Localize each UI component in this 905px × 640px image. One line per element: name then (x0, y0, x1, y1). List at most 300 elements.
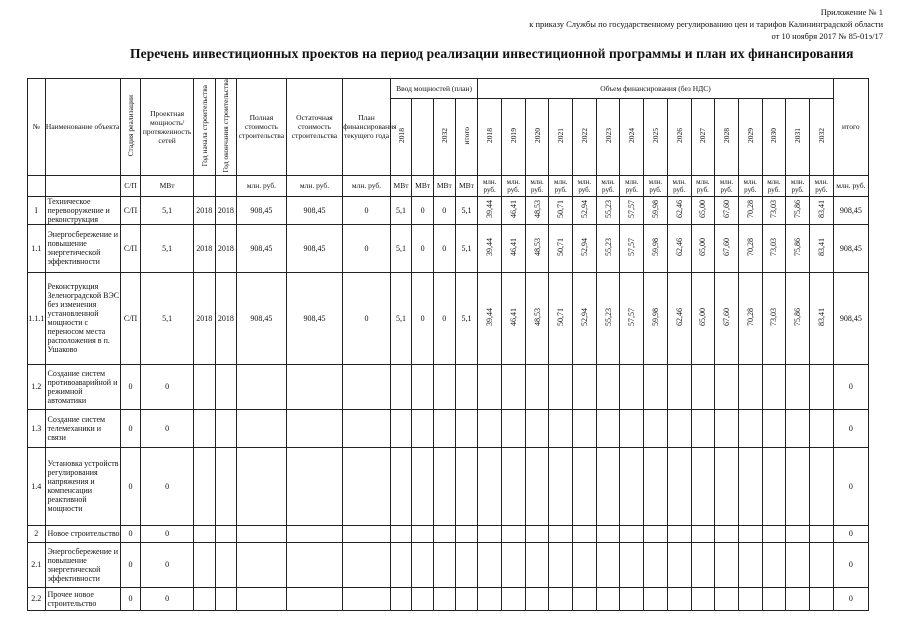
row-financing-value (667, 196, 691, 224)
row-financing-value-text: 57,57 (627, 200, 637, 218)
row-financing-value (715, 587, 739, 610)
row-number: 2 (28, 525, 46, 542)
row-financing-value-text: 39,44 (485, 238, 495, 256)
row-financing-value (596, 364, 620, 409)
row-capacity-input (455, 525, 478, 542)
row-financing-value (667, 525, 691, 542)
row-capacity: 0 (141, 447, 194, 525)
row-total: 0 (833, 409, 868, 447)
row-financing-value (644, 525, 668, 542)
row-name: Техническое перевооружение и реконструкция (45, 196, 120, 224)
row-name: Энергосбережение и повышение энергетической эффективности (45, 224, 120, 272)
row-residual-cost: 908,45 (286, 272, 343, 364)
row-financing-value (478, 447, 502, 525)
row-plan-fin (343, 525, 390, 542)
row-financing-value-text: 59,98 (650, 238, 660, 256)
row-financing-value-text: 73,03 (769, 238, 779, 256)
row-financing-value-text: 83,41 (816, 238, 826, 256)
row-financing-value (809, 525, 833, 542)
row-full-cost (237, 587, 286, 610)
row-financing-value (525, 224, 549, 272)
fin-year-header (786, 99, 810, 175)
row-financing-value (620, 447, 644, 525)
row-full-cost (237, 409, 286, 447)
row-capacity-input (412, 409, 434, 447)
unit-residual-cost: млн. руб. (286, 175, 343, 196)
unit-fin: млн. руб. (762, 175, 786, 196)
row-financing-value-text: 55,23 (603, 238, 613, 256)
row-year-start (193, 364, 215, 409)
row-financing-value (738, 224, 762, 272)
row-financing-value (478, 542, 502, 587)
row-capacity-input (390, 542, 412, 587)
row-financing-value (738, 272, 762, 364)
row-financing-value-text: 39,44 (485, 200, 495, 218)
row-financing-value-text: 50,71 (556, 200, 566, 218)
row-financing-value (691, 447, 715, 525)
row-year-start (193, 447, 215, 525)
row-financing-value (738, 525, 762, 542)
row-financing-value-text: 39,44 (485, 308, 495, 326)
row-financing-value-text: 46,41 (508, 238, 518, 256)
row-capacity-input (455, 364, 478, 409)
unit-stage: С/П (120, 175, 141, 196)
table-row (28, 587, 869, 610)
row-capacity-input (455, 587, 478, 610)
row-stage: 0 (120, 409, 141, 447)
row-capacity-input (412, 542, 434, 587)
cap-year-header-text: 2032 (439, 128, 449, 144)
row-financing-value (525, 542, 549, 587)
row-financing-value (691, 224, 715, 272)
row-financing-value (786, 542, 810, 587)
row-capacity-input (412, 364, 434, 409)
row-capacity-input: 5,1 (455, 224, 478, 272)
row-financing-value (573, 447, 597, 525)
row-capacity-input (433, 364, 455, 409)
investment-projects-table (27, 78, 869, 611)
cap-year-header-text: 2018 (396, 128, 406, 144)
unit-cell-empty (28, 175, 46, 196)
row-financing-value (738, 409, 762, 447)
unit-fin: млн. руб. (478, 175, 502, 196)
row-financing-value (549, 196, 573, 224)
fin-year-header-text: 2025 (650, 128, 660, 144)
col-capacity-input-header: Ввод мощностей (план) (390, 79, 478, 99)
fin-year-header (738, 99, 762, 175)
row-residual-cost (286, 364, 343, 409)
fin-year-header-text: 2026 (674, 128, 684, 144)
fin-year-header (502, 99, 526, 175)
unit-fin: млн. руб. (502, 175, 526, 196)
row-financing-value (620, 224, 644, 272)
row-financing-value (809, 542, 833, 587)
row-financing-value (620, 525, 644, 542)
unit-full-cost: млн. руб. (237, 175, 286, 196)
row-financing-value (549, 272, 573, 364)
row-financing-value-text: 67,60 (722, 238, 732, 256)
unit-cell-empty (215, 175, 237, 196)
row-plan-fin (343, 409, 390, 447)
row-residual-cost (286, 409, 343, 447)
row-financing-value (762, 364, 786, 409)
fin-year-header (715, 99, 739, 175)
row-year-end (215, 409, 237, 447)
row-financing-value (620, 587, 644, 610)
row-financing-value (502, 587, 526, 610)
row-financing-value-text: 55,23 (603, 200, 613, 218)
row-financing-value-text: 70,28 (745, 200, 755, 218)
row-financing-value (549, 587, 573, 610)
unit-mw: МВт (455, 175, 478, 196)
row-financing-value-text: 62,46 (674, 238, 684, 256)
row-financing-value (502, 542, 526, 587)
row-financing-value (644, 409, 668, 447)
row-financing-value (502, 447, 526, 525)
row-total: 908,45 (833, 272, 868, 364)
row-financing-value (644, 587, 668, 610)
row-financing-value (715, 196, 739, 224)
fin-year-header-text: 2024 (627, 128, 637, 144)
row-stage: С/П (120, 224, 141, 272)
row-financing-value-text: 48,53 (532, 308, 542, 326)
row-year-start: 2018 (193, 196, 215, 224)
row-financing-value (762, 272, 786, 364)
row-financing-value (620, 364, 644, 409)
row-name: Энергосбережение и повышение энергетической эффективности (45, 542, 120, 587)
row-year-start: 2018 (193, 224, 215, 272)
row-stage: 0 (120, 525, 141, 542)
col-year-start-header-text: Год начала строительства (199, 85, 209, 167)
row-financing-value (644, 364, 668, 409)
row-number: 2.1 (28, 542, 46, 587)
row-name: Создание систем телемеханики и связи (45, 409, 120, 447)
row-full-cost: 908,45 (237, 196, 286, 224)
table-row (28, 196, 869, 224)
row-financing-value (809, 409, 833, 447)
row-capacity: 0 (141, 409, 194, 447)
row-financing-value-text: 52,94 (579, 238, 589, 256)
row-financing-value (786, 224, 810, 272)
fin-year-header-text: 2029 (745, 128, 755, 144)
row-financing-value (573, 272, 597, 364)
row-financing-value-text: 62,46 (674, 308, 684, 326)
row-capacity-input (390, 409, 412, 447)
row-capacity: 0 (141, 525, 194, 542)
cap-year-header (433, 99, 455, 175)
row-financing-value (644, 272, 668, 364)
row-financing-value-text: 48,53 (532, 238, 542, 256)
fin-year-header-text: 2032 (816, 128, 826, 144)
row-financing-value (573, 196, 597, 224)
row-financing-value (667, 587, 691, 610)
row-capacity-input (412, 525, 434, 542)
row-number: 1.1.1 (28, 272, 46, 364)
row-financing-value-text: 46,41 (508, 308, 518, 326)
order-reference: к приказу Службы по государственному регулированию цен и тарифов Калининградской области (529, 19, 883, 29)
row-financing-value-text: 65,00 (698, 200, 708, 218)
col-year-end-header (215, 79, 237, 176)
row-capacity-input: 5,1 (390, 224, 412, 272)
row-capacity-input: 0 (412, 224, 434, 272)
row-financing-value (786, 447, 810, 525)
row-total: 0 (833, 587, 868, 610)
row-capacity-input (390, 525, 412, 542)
row-full-cost (237, 364, 286, 409)
row-financing-value-text: 50,71 (556, 238, 566, 256)
row-financing-value (786, 525, 810, 542)
row-capacity-input (390, 364, 412, 409)
row-financing-value-text: 48,53 (532, 200, 542, 218)
row-financing-value (644, 542, 668, 587)
row-capacity-input (412, 587, 434, 610)
row-financing-value (738, 364, 762, 409)
row-total: 0 (833, 542, 868, 587)
fin-year-header (596, 99, 620, 175)
row-number: 1.2 (28, 364, 46, 409)
col-stage-header (120, 79, 141, 176)
row-year-start (193, 409, 215, 447)
fin-year-header (525, 99, 549, 175)
cap-year-header (455, 99, 478, 175)
row-year-start: 2018 (193, 272, 215, 364)
row-full-cost (237, 542, 286, 587)
units-row (28, 175, 869, 196)
row-residual-cost: 908,45 (286, 224, 343, 272)
row-financing-value (786, 196, 810, 224)
table-row (28, 409, 869, 447)
row-financing-value (478, 224, 502, 272)
row-capacity-input: 0 (412, 272, 434, 364)
row-financing-value (762, 525, 786, 542)
row-name: Установка устройств регулирования напряжения и компенсации реактивной мощности (45, 447, 120, 525)
row-financing-value (596, 525, 620, 542)
row-financing-value-text: 73,03 (769, 308, 779, 326)
row-financing-value (525, 196, 549, 224)
row-financing-value (502, 525, 526, 542)
row-total: 0 (833, 364, 868, 409)
row-financing-value (786, 409, 810, 447)
unit-mw: МВт (390, 175, 412, 196)
fin-year-header-text: 2020 (532, 128, 542, 144)
row-financing-value (762, 224, 786, 272)
row-financing-value (809, 272, 833, 364)
row-financing-value (478, 587, 502, 610)
row-financing-value (715, 224, 739, 272)
row-residual-cost (286, 587, 343, 610)
fin-year-header-text: 2030 (769, 128, 779, 144)
row-financing-value-text: 75,86 (793, 200, 803, 218)
row-financing-value (525, 272, 549, 364)
row-residual-cost: 908,45 (286, 196, 343, 224)
row-year-end: 2018 (215, 196, 237, 224)
row-financing-value (596, 272, 620, 364)
row-financing-value (478, 525, 502, 542)
row-financing-value (691, 364, 715, 409)
row-financing-value-text: 73,03 (769, 200, 779, 218)
col-full-cost-header: Полная стоимость строительства (237, 79, 286, 176)
row-financing-value (667, 224, 691, 272)
row-financing-value (573, 364, 597, 409)
row-financing-value (715, 542, 739, 587)
row-financing-value (715, 409, 739, 447)
row-number: 1.3 (28, 409, 46, 447)
cap-year-header (390, 99, 412, 175)
row-financing-value (738, 196, 762, 224)
row-financing-value (620, 542, 644, 587)
fin-year-header-text: 2018 (485, 128, 495, 144)
row-capacity: 0 (141, 587, 194, 610)
row-financing-value (502, 196, 526, 224)
unit-fin: млн. руб. (715, 175, 739, 196)
row-financing-value (715, 447, 739, 525)
row-financing-value (549, 542, 573, 587)
row-stage: 0 (120, 587, 141, 610)
row-financing-value (502, 409, 526, 447)
row-year-end: 2018 (215, 224, 237, 272)
row-financing-value (667, 364, 691, 409)
row-plan-fin: 0 (343, 224, 390, 272)
row-capacity-input (390, 447, 412, 525)
row-financing-value-text: 50,71 (556, 308, 566, 326)
row-name: Реконструкция Зеленоградской ВЭС без изменения установленной мощности с переносом места расположения в п. Ушаково (45, 272, 120, 364)
row-financing-value (478, 272, 502, 364)
row-financing-value (762, 447, 786, 525)
row-financing-value (644, 447, 668, 525)
unit-fin: млн. руб. (786, 175, 810, 196)
row-year-start (193, 587, 215, 610)
row-financing-value (478, 196, 502, 224)
fin-year-header (644, 99, 668, 175)
unit-mw: МВт (433, 175, 455, 196)
fin-year-header (667, 99, 691, 175)
row-financing-value (762, 542, 786, 587)
row-financing-value (525, 587, 549, 610)
row-capacity-input: 5,1 (390, 272, 412, 364)
table-row (28, 272, 869, 364)
row-capacity: 5,1 (141, 272, 194, 364)
row-financing-value (525, 409, 549, 447)
row-financing-value-text: 65,00 (698, 308, 708, 326)
row-financing-value (786, 364, 810, 409)
row-financing-value (809, 224, 833, 272)
table-row (28, 224, 869, 272)
row-capacity-input (433, 409, 455, 447)
cap-year-header-text: итого (461, 127, 471, 145)
row-year-start (193, 542, 215, 587)
table-row (28, 525, 869, 542)
row-capacity-input (433, 447, 455, 525)
row-financing-value-text: 70,28 (745, 308, 755, 326)
row-financing-value-text: 70,28 (745, 238, 755, 256)
row-capacity-input (455, 447, 478, 525)
row-financing-value (644, 224, 668, 272)
row-total: 908,45 (833, 224, 868, 272)
row-year-end (215, 364, 237, 409)
unit-cell-empty (45, 175, 120, 196)
row-financing-value (502, 224, 526, 272)
row-financing-value (809, 364, 833, 409)
row-financing-value (691, 196, 715, 224)
row-stage: 0 (120, 364, 141, 409)
row-capacity-input (433, 525, 455, 542)
row-financing-value-text: 57,57 (627, 308, 637, 326)
row-financing-value (691, 542, 715, 587)
row-financing-value (525, 364, 549, 409)
row-capacity-input (412, 447, 434, 525)
table-row (28, 364, 869, 409)
fin-year-header-text: 2021 (556, 128, 566, 144)
fin-year-header-text: 2019 (508, 128, 518, 144)
row-capacity-input: 5,1 (455, 196, 478, 224)
unit-fin: млн. руб. (596, 175, 620, 196)
row-financing-value (620, 272, 644, 364)
row-number: 1.1 (28, 224, 46, 272)
row-financing-value (596, 196, 620, 224)
unit-capacity: МВт (141, 175, 194, 196)
row-capacity-input: 0 (433, 224, 455, 272)
row-plan-fin (343, 447, 390, 525)
row-financing-value (762, 196, 786, 224)
row-financing-value (809, 447, 833, 525)
fin-year-header-text: 2022 (579, 128, 589, 144)
row-financing-value (478, 409, 502, 447)
row-financing-value (620, 196, 644, 224)
fin-year-header-text: 2023 (603, 128, 613, 144)
row-residual-cost (286, 542, 343, 587)
row-financing-value (502, 364, 526, 409)
col-capacity-header: Проектная мощность/ протяженность сетей (141, 79, 194, 176)
col-year-end-header-text: Год окончания строительства (221, 79, 231, 173)
row-financing-value (573, 587, 597, 610)
row-financing-value (691, 272, 715, 364)
row-number: 2.2 (28, 587, 46, 610)
row-financing-value (667, 409, 691, 447)
row-capacity-input (390, 587, 412, 610)
row-financing-value (809, 587, 833, 610)
row-total: 908,45 (833, 196, 868, 224)
fin-year-header-text: 2028 (722, 128, 732, 144)
row-capacity-input (455, 542, 478, 587)
row-financing-value (573, 224, 597, 272)
col-residual-cost-header: Остаточная стоимость строительства (286, 79, 343, 176)
unit-fin: млн. руб. (620, 175, 644, 196)
row-financing-value (715, 272, 739, 364)
row-financing-value-text: 55,23 (603, 308, 613, 326)
row-financing-value (502, 272, 526, 364)
row-year-end (215, 447, 237, 525)
row-name: Новое строительство (45, 525, 120, 542)
row-financing-value (691, 587, 715, 610)
row-total: 0 (833, 447, 868, 525)
row-financing-value (525, 525, 549, 542)
row-financing-value-text: 65,00 (698, 238, 708, 256)
unit-fin: млн. руб. (809, 175, 833, 196)
row-financing-value-text: 67,60 (722, 200, 732, 218)
row-financing-value (715, 364, 739, 409)
unit-plan-fin: млн. руб. (343, 175, 390, 196)
unit-cell-empty (193, 175, 215, 196)
row-financing-value (738, 542, 762, 587)
row-capacity-input: 5,1 (390, 196, 412, 224)
row-financing-value (691, 409, 715, 447)
appendix-label: Приложение № 1 (820, 7, 883, 17)
document-title: Перечень инвестиционных проектов на период реализации инвестиционной программы и план их финансирования (130, 46, 854, 61)
row-financing-value (525, 447, 549, 525)
row-capacity: 0 (141, 364, 194, 409)
row-financing-value-text: 83,41 (816, 308, 826, 326)
header-row-1 (28, 79, 869, 99)
